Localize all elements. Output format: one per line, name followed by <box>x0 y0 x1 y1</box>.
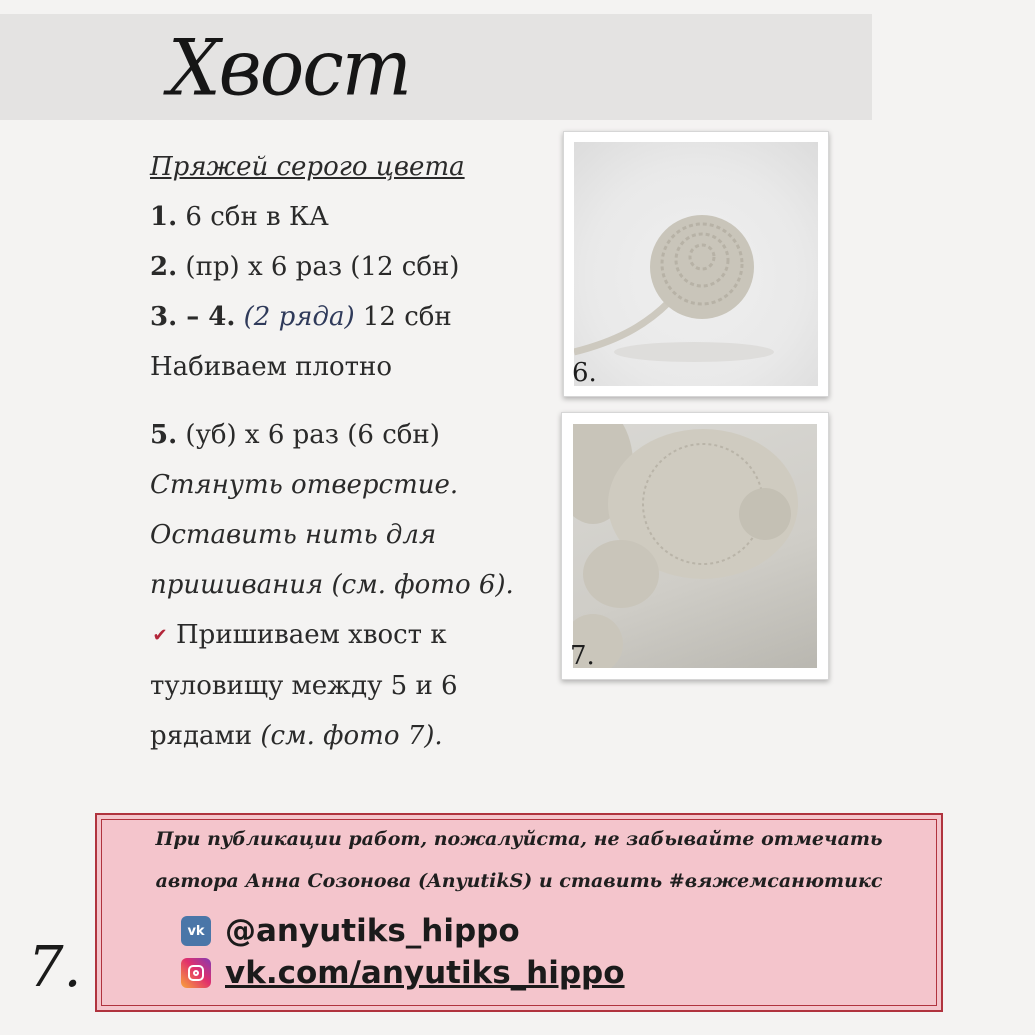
photo-6-image <box>574 142 818 386</box>
row-3-4-number: 3. – 4. <box>150 302 236 332</box>
photo-7 <box>561 412 829 680</box>
page-number: 7. <box>28 935 82 1000</box>
stuffing-note: Набиваем плотно <box>150 352 393 382</box>
sew-line-2: туловищу между 5 и 6 <box>150 671 458 701</box>
vk-link[interactable]: vk.com/anyutiks_hippo <box>225 955 625 991</box>
crochet-ball-illustration <box>574 142 818 386</box>
leave-thread-line-1: Оставить нить для <box>150 520 437 550</box>
close-hole-note: Стянуть отверстие. <box>150 470 459 500</box>
notice-line-2: автора Анна Созонова (AnyutikS) и ставить #вяжемсанютикс <box>155 870 883 892</box>
sew-line-1 <box>150 610 540 661</box>
vk-link-row[interactable] <box>181 955 625 991</box>
instagram-icon <box>181 958 211 988</box>
row-5 <box>150 410 540 460</box>
checkmark-icon: ✔ <box>152 625 168 646</box>
photo-7-caption: 7. <box>570 641 595 671</box>
row-1-text: 6 сбн в КА <box>177 202 329 232</box>
sew-line-1-text: Пришиваем хвост к <box>176 620 447 650</box>
title-band <box>0 14 872 120</box>
photo-6-caption: 6. <box>572 358 597 388</box>
vk-icon: vk <box>181 916 211 946</box>
author-notice-box <box>95 813 943 1012</box>
row-1 <box>150 192 540 242</box>
row-3-4-hint: (2 ряда) <box>235 302 355 332</box>
row-2-text: (пр) х 6 раз (12 сбн) <box>177 252 460 282</box>
vk-handle: @anyutiks_hippo <box>225 913 520 949</box>
vk-handle-row <box>181 913 520 949</box>
yarn-color-subtitle: Пряжей серого цвета <box>150 152 465 182</box>
row-2-number: 2. <box>150 252 178 282</box>
sew-line-3-ref: (см. фото 7). <box>260 721 443 751</box>
notice-line-1: При публикации работ, пожалуйста, не забывайте отмечать <box>155 828 883 850</box>
row-2 <box>150 242 540 292</box>
row-3-4 <box>150 292 540 342</box>
leave-thread-line-2: пришивания (см. фото 6). <box>150 570 514 600</box>
photo-7-image <box>573 424 817 668</box>
pattern-instructions <box>150 142 540 761</box>
row-3-4-text: 12 сбн <box>354 302 452 332</box>
photo-6 <box>563 131 829 397</box>
sew-line-3-text: рядами <box>150 721 261 751</box>
row-5-text: (уб) х 6 раз (6 сбн) <box>177 420 440 450</box>
page-title: Хвост <box>168 22 410 114</box>
row-5-number: 5. <box>150 420 178 450</box>
sew-line-3 <box>150 711 540 761</box>
row-1-number: 1. <box>150 202 178 232</box>
crochet-body-illustration <box>573 424 817 668</box>
